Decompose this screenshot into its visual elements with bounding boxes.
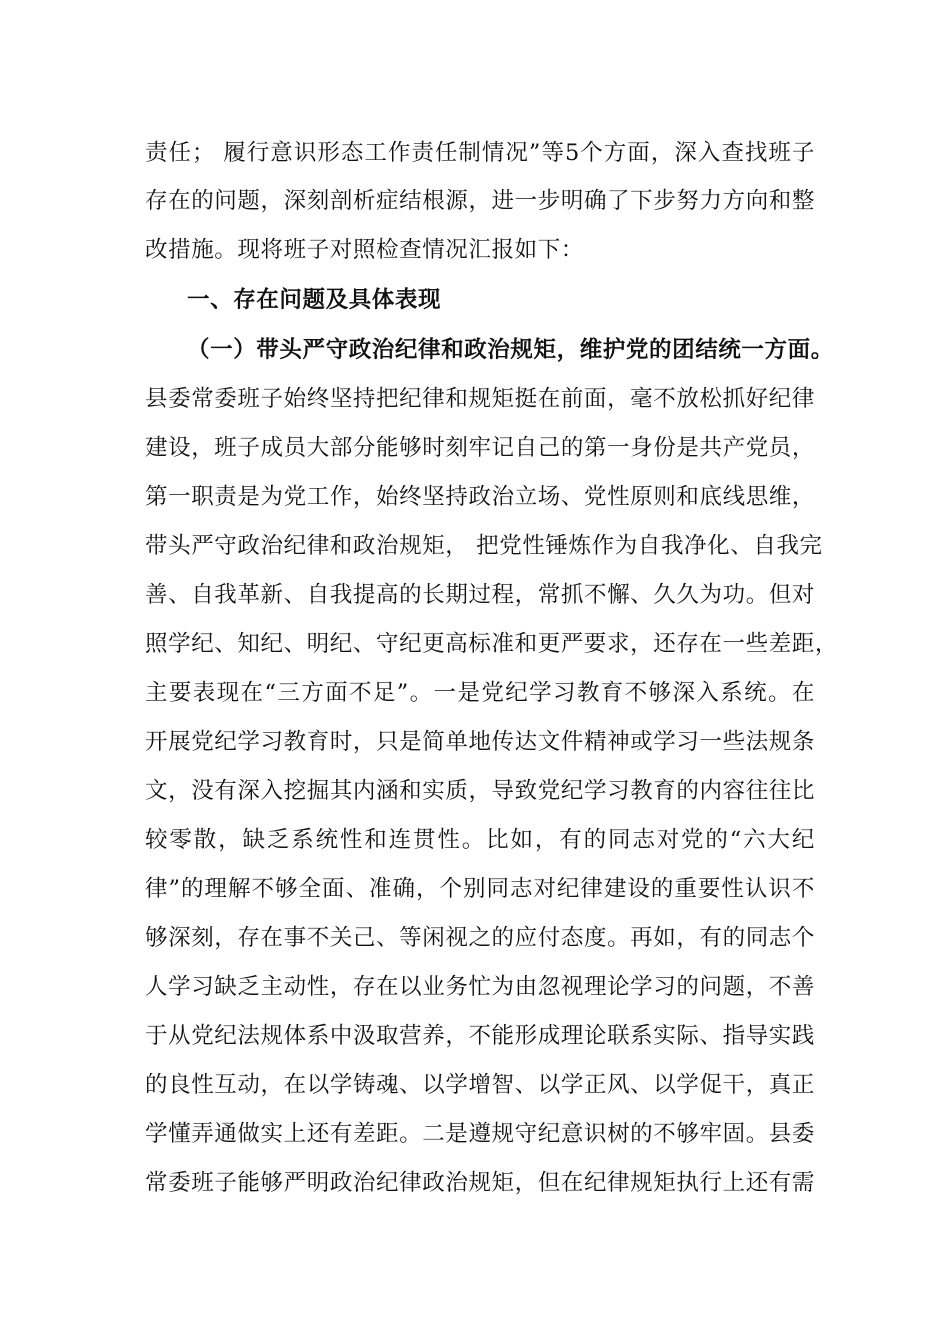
subsection-heading: （一）带头严守政治纪律和政治规矩，维护党的团结统一方面。 bbox=[187, 337, 834, 363]
paragraph-line-17: 够深刻，存在事不关己、等闲视之的应付态度。再如，有的同志个 bbox=[145, 925, 815, 951]
paragraph-line-1: 责任； 履行意识形态工作责任制情况”等5个方面，深入查找班子 bbox=[145, 140, 815, 166]
paragraph-line-18: 人学习缺乏主动性，存在以业务忙为由忽视理论学习的问题，不善 bbox=[145, 974, 815, 1000]
paragraph-line-21: 学懂弄通做实上还有差距。二是遵规守纪意识树的不够牢固。县委 bbox=[145, 1121, 815, 1147]
paragraph-line-19: 于从党纪法规体系中汲取营养，不能形成理论联系实际、指导实践 bbox=[145, 1023, 815, 1049]
paragraph-line-15: 较零散，缺乏系统性和连贯性。比如，有的同志对党的“六大纪 bbox=[145, 827, 815, 853]
paragraph-line-8: 第一职责是为党工作，始终坚持政治立场、党性原则和底线思维， bbox=[145, 484, 815, 510]
paragraph-line-2: 存在的问题，深刻剖析症结根源，进一步明确了下步努力方向和整 bbox=[145, 188, 815, 214]
paragraph-line-16: 律”的理解不够全面、准确，个别同志对纪律建设的重要性认识不 bbox=[145, 876, 815, 902]
paragraph-line-9: 带头严守政治纪律和政治规矩， 把党性锤炼作为自我净化、自我完 bbox=[145, 533, 823, 559]
paragraph-line-20: 的良性互动，在以学铸魂、以学增智、以学正风、以学促干，真正 bbox=[145, 1072, 815, 1098]
paragraph-line-12: 主要表现在“三方面不足”。一是党纪学习教育不够深入系统。在 bbox=[145, 680, 815, 706]
paragraph-line-6: 县委常委班子始终坚持把纪律和规矩挺在前面，毫不放松抓好纪律 bbox=[145, 386, 815, 412]
paragraph-line-10: 善、自我革新、自我提高的长期过程，常抓不懈、久久为功。但对 bbox=[145, 582, 815, 608]
paragraph-line-14: 文，没有深入挖掘其内涵和实质，导致党纪学习教育的内容往往比 bbox=[145, 778, 815, 804]
paragraph-line-7: 建设，班子成员大部分能够时刻牢记自己的第一身份是共产党员， bbox=[145, 435, 815, 461]
paragraph-line-22: 常委班子能够严明政治纪律政治规矩，但在纪律规矩执行上还有需 bbox=[145, 1170, 815, 1196]
section-heading: 一、存在问题及具体表现 bbox=[187, 287, 442, 313]
paragraph-line-13: 开展党纪学习教育时，只是简单地传达文件精神或学习一些法规条 bbox=[145, 729, 815, 755]
paragraph-line-3: 改措施。现将班子对照检查情况汇报如下： bbox=[145, 237, 584, 263]
paragraph-line-11: 照学纪、知纪、明纪、守纪更高标准和更严要求，还存在一些差距， bbox=[145, 631, 839, 657]
